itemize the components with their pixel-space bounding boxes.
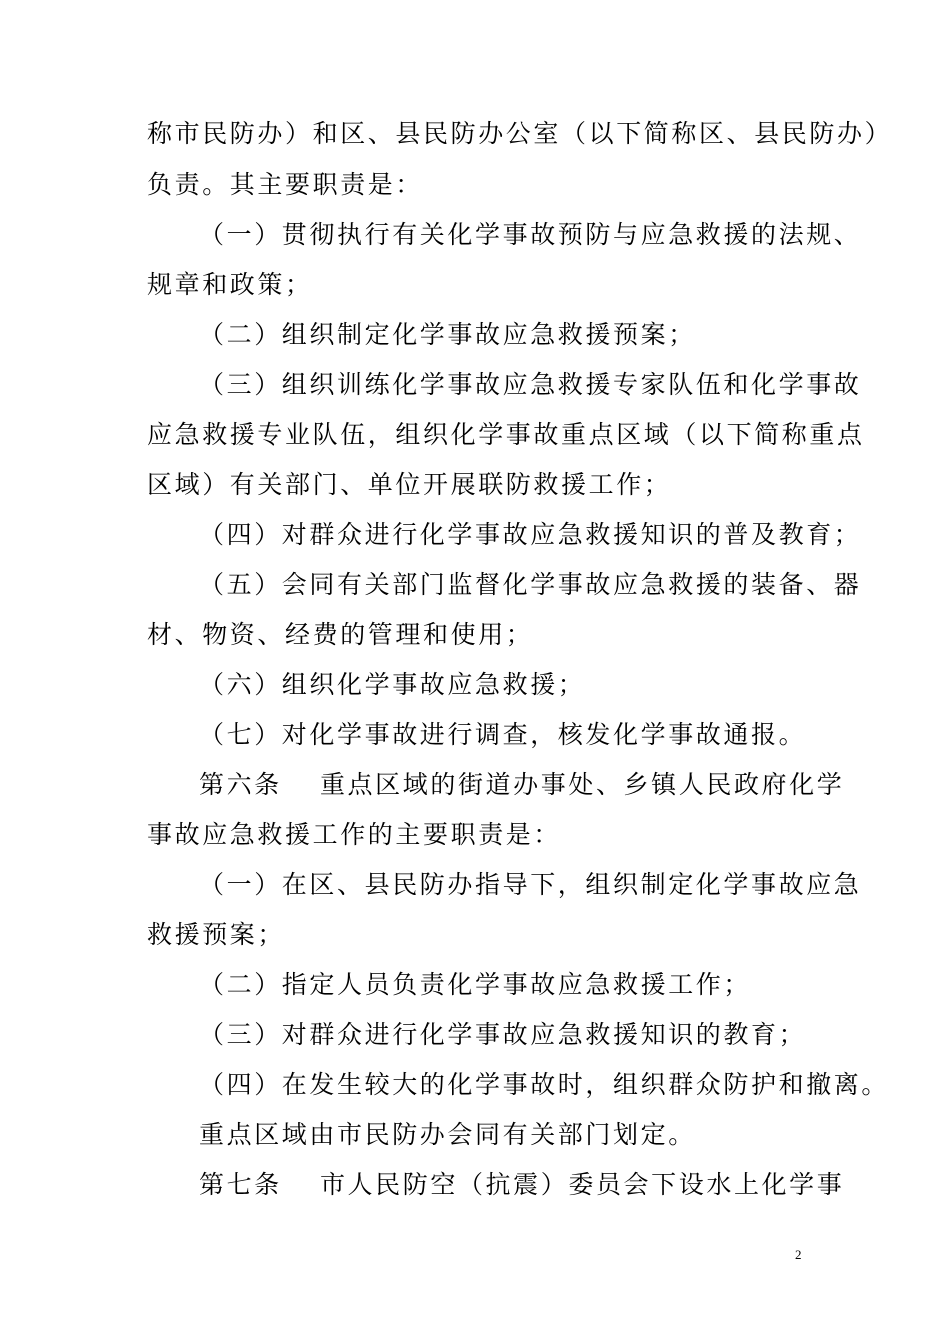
text-line: （二）组织制定化学事故应急救援预案； <box>199 320 696 349</box>
page-number: 2 <box>795 1247 802 1262</box>
text-line: （七）对化学事故进行调查，核发化学事故通报。 <box>199 720 807 749</box>
text-line: 区域）有关部门、单位开展联防救援工作； <box>147 470 672 499</box>
text-line: （三）对群众进行化学事故应急救援知识的教育； <box>199 1020 807 1049</box>
article-heading-line: 第六条 重点区域的街道办事处、乡镇人民政府化学 <box>199 770 845 799</box>
text-line: （三）组织训练化学事故应急救援专家队伍和化学事故 <box>199 370 862 399</box>
text-line: （四）对群众进行化学事故应急救援知识的普及教育； <box>199 520 862 549</box>
text-line: 重点区域由市民防办会同有关部门划定。 <box>199 1120 696 1149</box>
text-line: （一）在区、县民防办指导下，组织制定化学事故应急 <box>199 870 862 899</box>
text-line: 负责。其主要职责是： <box>147 170 424 199</box>
text-line: 事故应急救援工作的主要职责是： <box>147 820 562 849</box>
article-heading-line: 第七条 市人民防空（抗震）委员会下设水上化学事 <box>199 1170 845 1199</box>
text-line: （四）在发生较大的化学事故时，组织群众防护和撤离。 <box>199 1070 890 1099</box>
text-line: 称市民防办）和区、县民防办公室（以下简称区、县民防办） <box>147 119 893 148</box>
text-line: 材、物资、经费的管理和使用； <box>147 620 534 649</box>
text-line: （六）组织化学事故应急救援； <box>199 670 586 699</box>
text-line: 应急救援专业队伍，组织化学事故重点区域（以下简称重点 <box>147 420 865 449</box>
text-line: （二）指定人员负责化学事故应急救援工作； <box>199 970 752 999</box>
text-line: （一）贯彻执行有关化学事故预防与应急救援的法规、 <box>199 220 862 249</box>
text-line: 规章和政策； <box>147 270 313 299</box>
text-line: （五）会同有关部门监督化学事故应急救援的装备、器 <box>199 570 862 599</box>
text-line: 救援预案； <box>147 920 286 949</box>
